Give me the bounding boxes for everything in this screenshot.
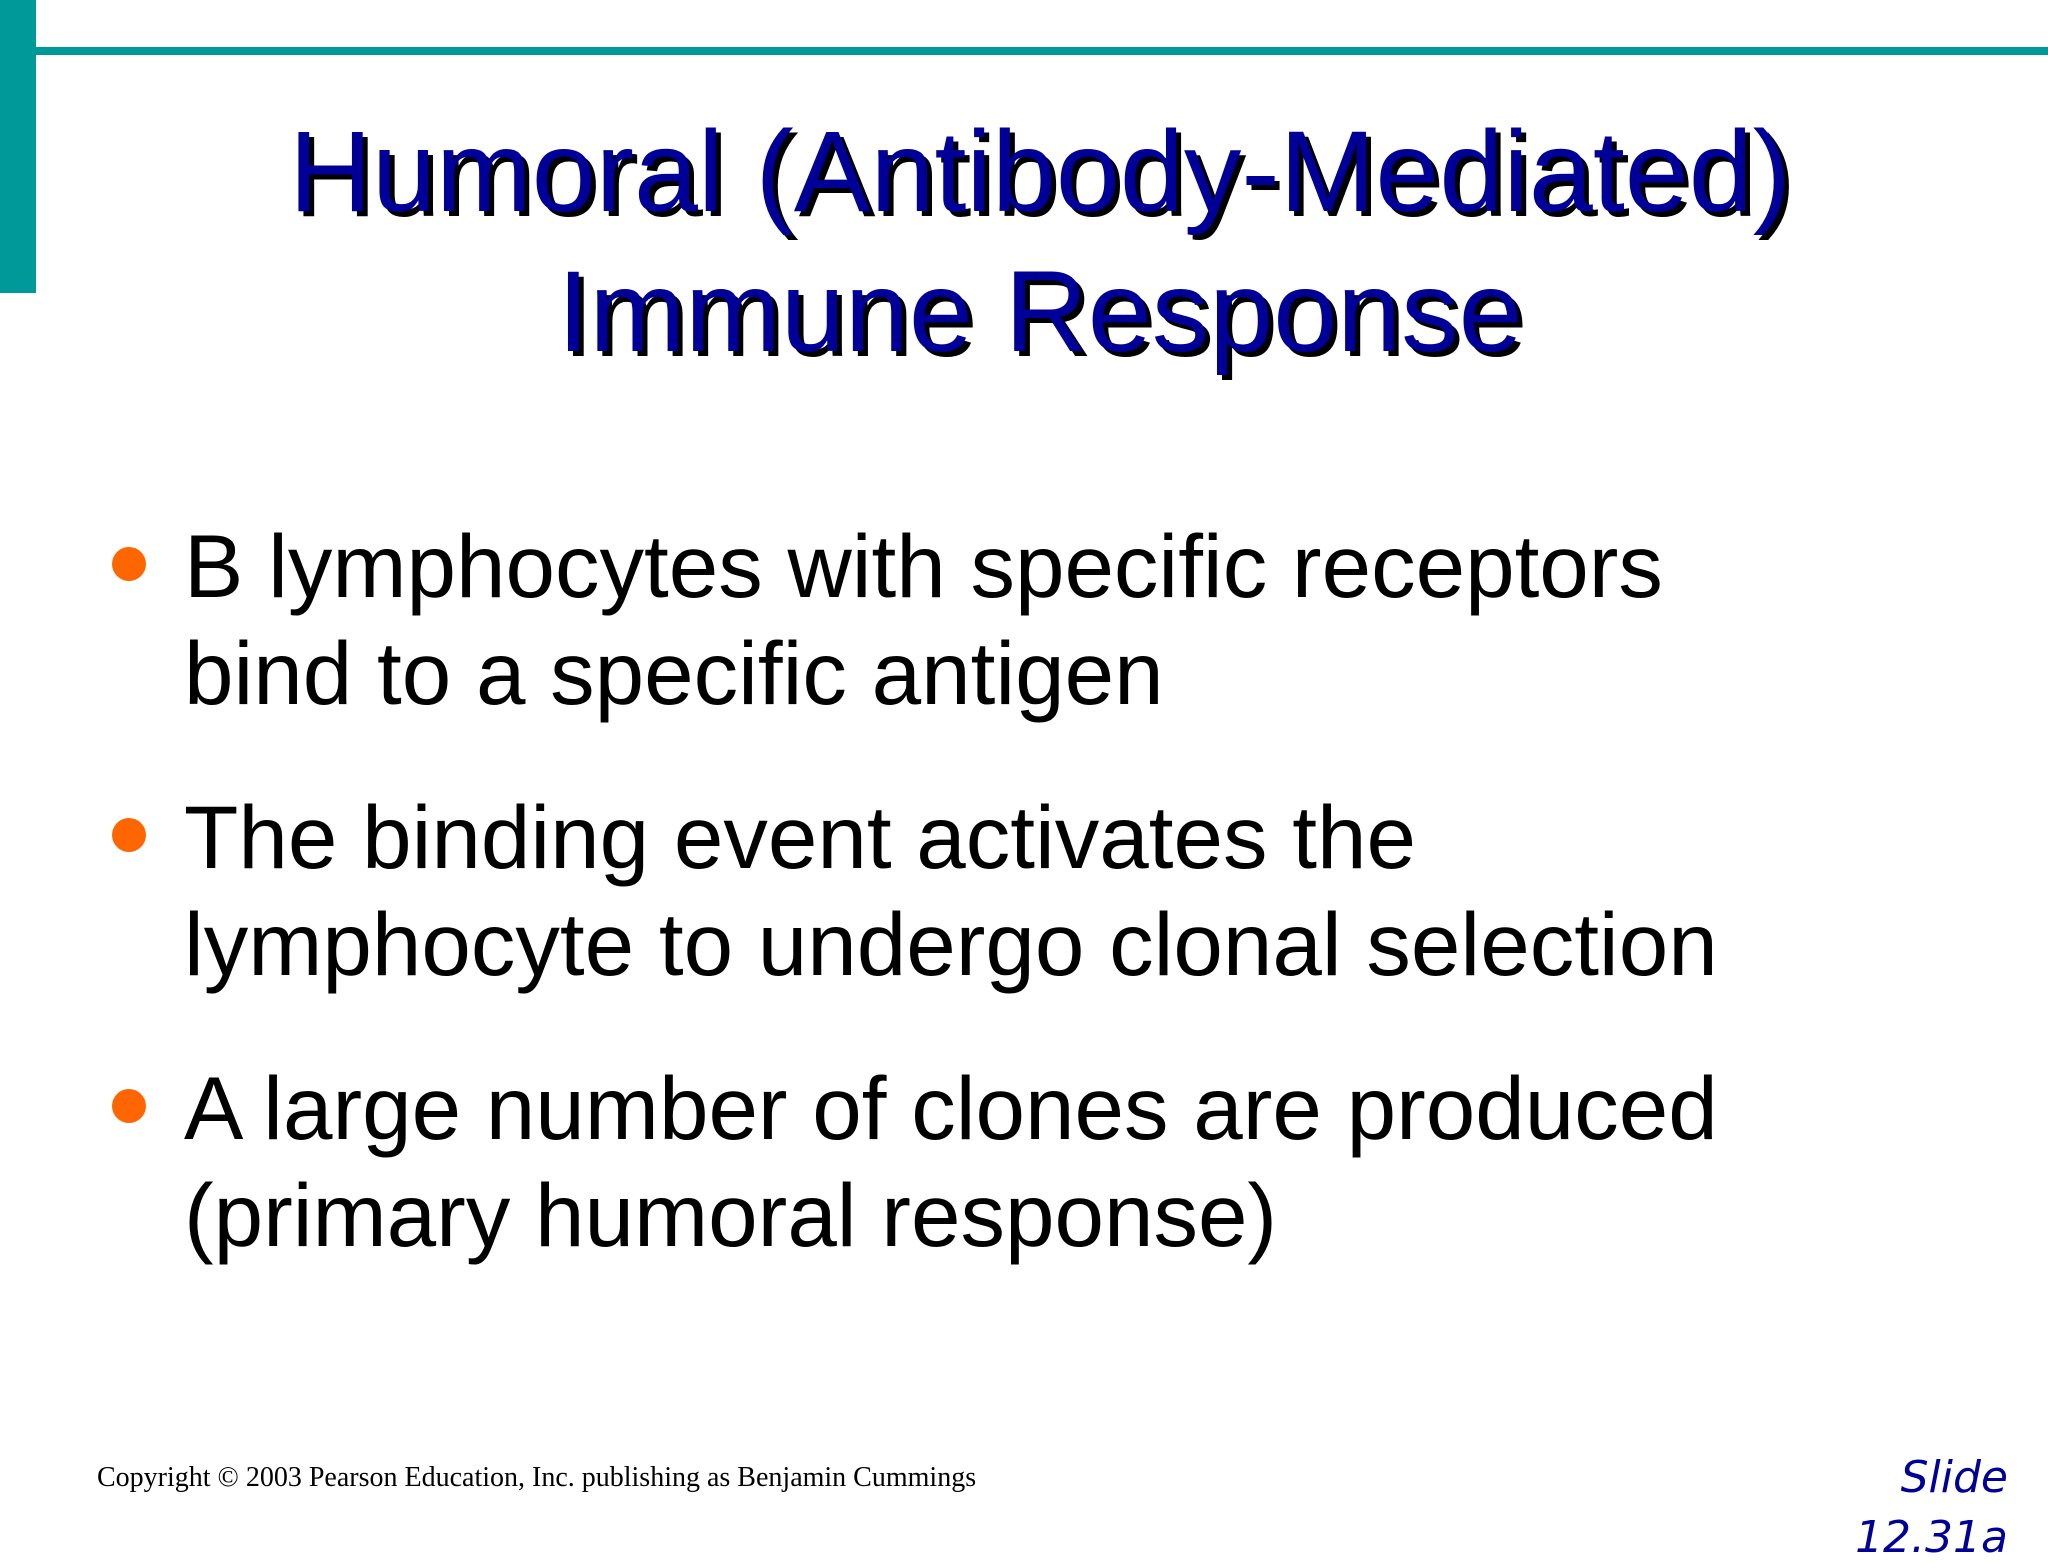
bullet-text-line-1: B lymphocytes with specific receptors: [184, 516, 1663, 616]
slide-number-label: Slide: [1900, 1452, 2008, 1503]
bullet-item: [100, 513, 2000, 727]
slide-title: [140, 102, 1940, 382]
slide-title-line-1: Humoral (Antibody-Mediated): [288, 108, 1792, 236]
slide-number-value: 12.31a: [1855, 1512, 2008, 1563]
bullet-dot-icon: [112, 818, 146, 852]
accent-bar: [0, 0, 36, 293]
bullet-text-line-2: bind to a specific antigen: [184, 623, 1164, 723]
bullet-list: [100, 513, 2000, 1326]
copyright-notice: Copyright © 2003 Pearson Education, Inc. publishing as Benjamin Cummings: [97, 1462, 977, 1493]
slide-number: [1855, 1448, 2008, 1568]
bullet-text-line-1: A large number of clones are produced: [184, 1058, 1718, 1158]
bullet-item: [100, 1055, 2000, 1269]
bullet-text-line-1: The binding event activates the: [184, 787, 1416, 887]
slide-title-line-2: Immune Response: [557, 248, 1523, 376]
bullet-item: [100, 784, 2000, 998]
bullet-text-line-2: lymphocyte to undergo clonal selection: [184, 894, 1718, 994]
bullet-dot-icon: [112, 1089, 146, 1123]
top-rule-divider: [36, 47, 2048, 55]
bullet-text-line-2: (primary humoral response): [184, 1165, 1278, 1265]
bullet-dot-icon: [112, 547, 146, 581]
